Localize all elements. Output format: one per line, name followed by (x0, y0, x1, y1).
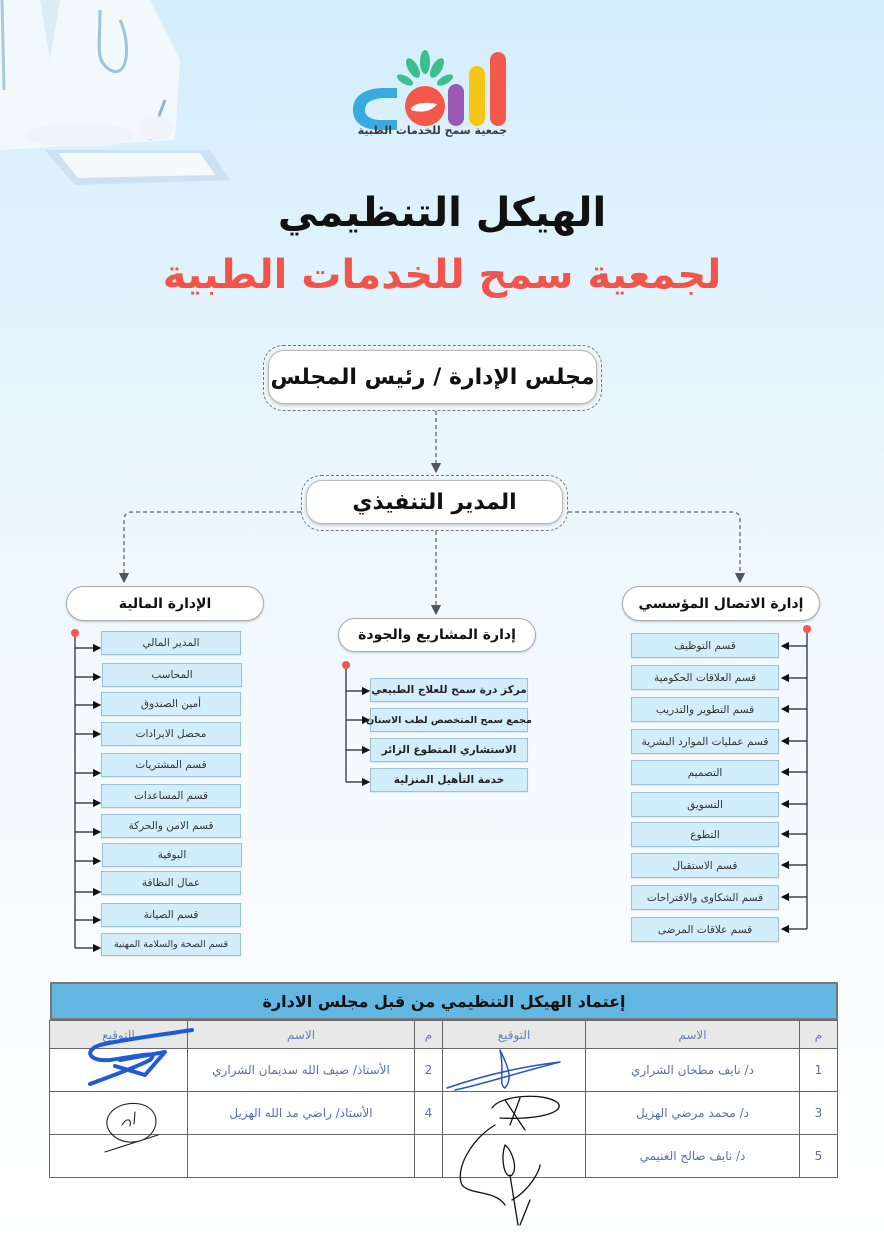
member-num: 3 (800, 1092, 838, 1135)
doctor-background-illustration (0, 0, 260, 200)
page-title: الهيكل التنظيمي (277, 190, 607, 236)
finance-unit: المدير المالي (101, 631, 241, 655)
member-num: 2 (415, 1049, 443, 1092)
communication-unit: التطوع (631, 822, 779, 847)
page-subtitle: لجمعية سمح للخدمات الطبية (162, 252, 722, 298)
communication-unit: التسويق (631, 792, 779, 817)
projects-department-header: إدارة المشاريع والجودة (338, 618, 536, 652)
finance-unit: عمال النظافة (101, 871, 241, 895)
finance-unit: أمين الصندوق (101, 692, 241, 716)
finance-tree-lines (75, 634, 97, 948)
executive-director-label: المدير التنفيذي (306, 480, 563, 524)
projects-unit: مجمع سمح المتخصص لطب الاسنان (370, 708, 528, 732)
logo-bar-coral (490, 52, 506, 126)
member-signature-cell (50, 1049, 188, 1092)
member-name: د/ نايف مطخان الشراري (586, 1049, 800, 1092)
approval-section (50, 982, 838, 1178)
communication-unit: قسم علاقات المرضى (631, 917, 779, 942)
executive-director-box (301, 475, 568, 531)
finance-unit: محصل الايرادات (101, 722, 241, 746)
member-num: 5 (800, 1135, 838, 1178)
communication-accent-dot (803, 625, 811, 633)
approval-header-row (50, 1021, 838, 1049)
projects-accent-dot (342, 661, 350, 669)
member-signature-cell (443, 1049, 586, 1092)
finance-department-header: الإدارة المالية (66, 586, 264, 621)
member-name: الأستاذ/ راضي مد الله الهزيل (188, 1092, 415, 1135)
board-of-directors-box (263, 345, 602, 411)
communication-unit: قسم عمليات الموارد البشرية (631, 729, 779, 754)
logo-bar-purple (448, 84, 464, 126)
board-of-directors-label: مجلس الإدارة / رئيس المجلس (268, 350, 597, 404)
finance-unit: قسم المساعدات (101, 784, 241, 808)
communication-unit: قسم التطوير والتدريب (631, 697, 779, 722)
header-num: م (800, 1021, 838, 1049)
finance-unit: قسم الصحة والسلامة المهنية (101, 933, 241, 956)
projects-unit: الاستشاري المتطوع الزائر (370, 738, 528, 762)
member-signature-cell (443, 1135, 586, 1178)
projects-unit: مركز درة سمح للعلاج الطبيعي (370, 678, 528, 702)
finance-accent-dot (71, 629, 79, 637)
table-row (50, 1135, 838, 1178)
finance-unit: قسم المشتريات (101, 753, 241, 777)
member-num: 1 (800, 1049, 838, 1092)
member-name: د/ محمد مرضي الهزيل (586, 1092, 800, 1135)
communication-unit: التصميم (631, 760, 779, 785)
approval-title: إعتماد الهيكل التنظيمي من قبل مجلس الادارة (50, 982, 838, 1020)
member-name: الأستاذ/ ضيف الله سديمان الشراري (188, 1049, 415, 1092)
finance-unit: قسم الصيانة (101, 903, 241, 927)
exec-to-communication-connector (568, 512, 740, 578)
header-signature: التوقيع (50, 1021, 188, 1049)
member-signature-cell (443, 1092, 586, 1135)
member-signature-cell (50, 1092, 188, 1135)
communication-tree-lines (785, 630, 807, 929)
projects-unit: خدمة التأهيل المنزلية (370, 768, 528, 792)
member-signature-cell (50, 1135, 188, 1178)
communication-unit: قسم التوظيف (631, 633, 779, 658)
member-num: 4 (415, 1092, 443, 1135)
projects-tree-lines (346, 666, 366, 782)
header-name: الاسم (188, 1021, 415, 1049)
logo-caption: جمعية سمح للخدمات الطبية (357, 124, 508, 137)
communication-unit: قسم الشكاوى والاقتراحات (631, 885, 779, 910)
finance-unit: البوفية (102, 843, 242, 867)
header-num: م (415, 1021, 443, 1049)
communication-unit: قسم العلاقات الحكومية (631, 665, 779, 690)
member-name (188, 1135, 415, 1178)
finance-unit: قسم الامن والحركة (101, 814, 241, 838)
communication-unit: قسم الاستقبال (631, 853, 779, 878)
finance-unit: المحاسب (102, 663, 242, 687)
exec-to-finance-connector (124, 512, 301, 578)
table-row (50, 1092, 838, 1135)
table-row (50, 1049, 838, 1092)
member-name: د/ نايف صالح الغنيمي (586, 1135, 800, 1178)
header-signature: التوقيع (443, 1021, 586, 1049)
approval-table (49, 1020, 838, 1178)
member-num (415, 1135, 443, 1178)
communication-department-header: إدارة الاتصال المؤسسي (622, 586, 820, 621)
header-name: الاسم (586, 1021, 800, 1049)
logo-leaves (395, 50, 455, 88)
logo-bar-yellow (469, 66, 485, 126)
